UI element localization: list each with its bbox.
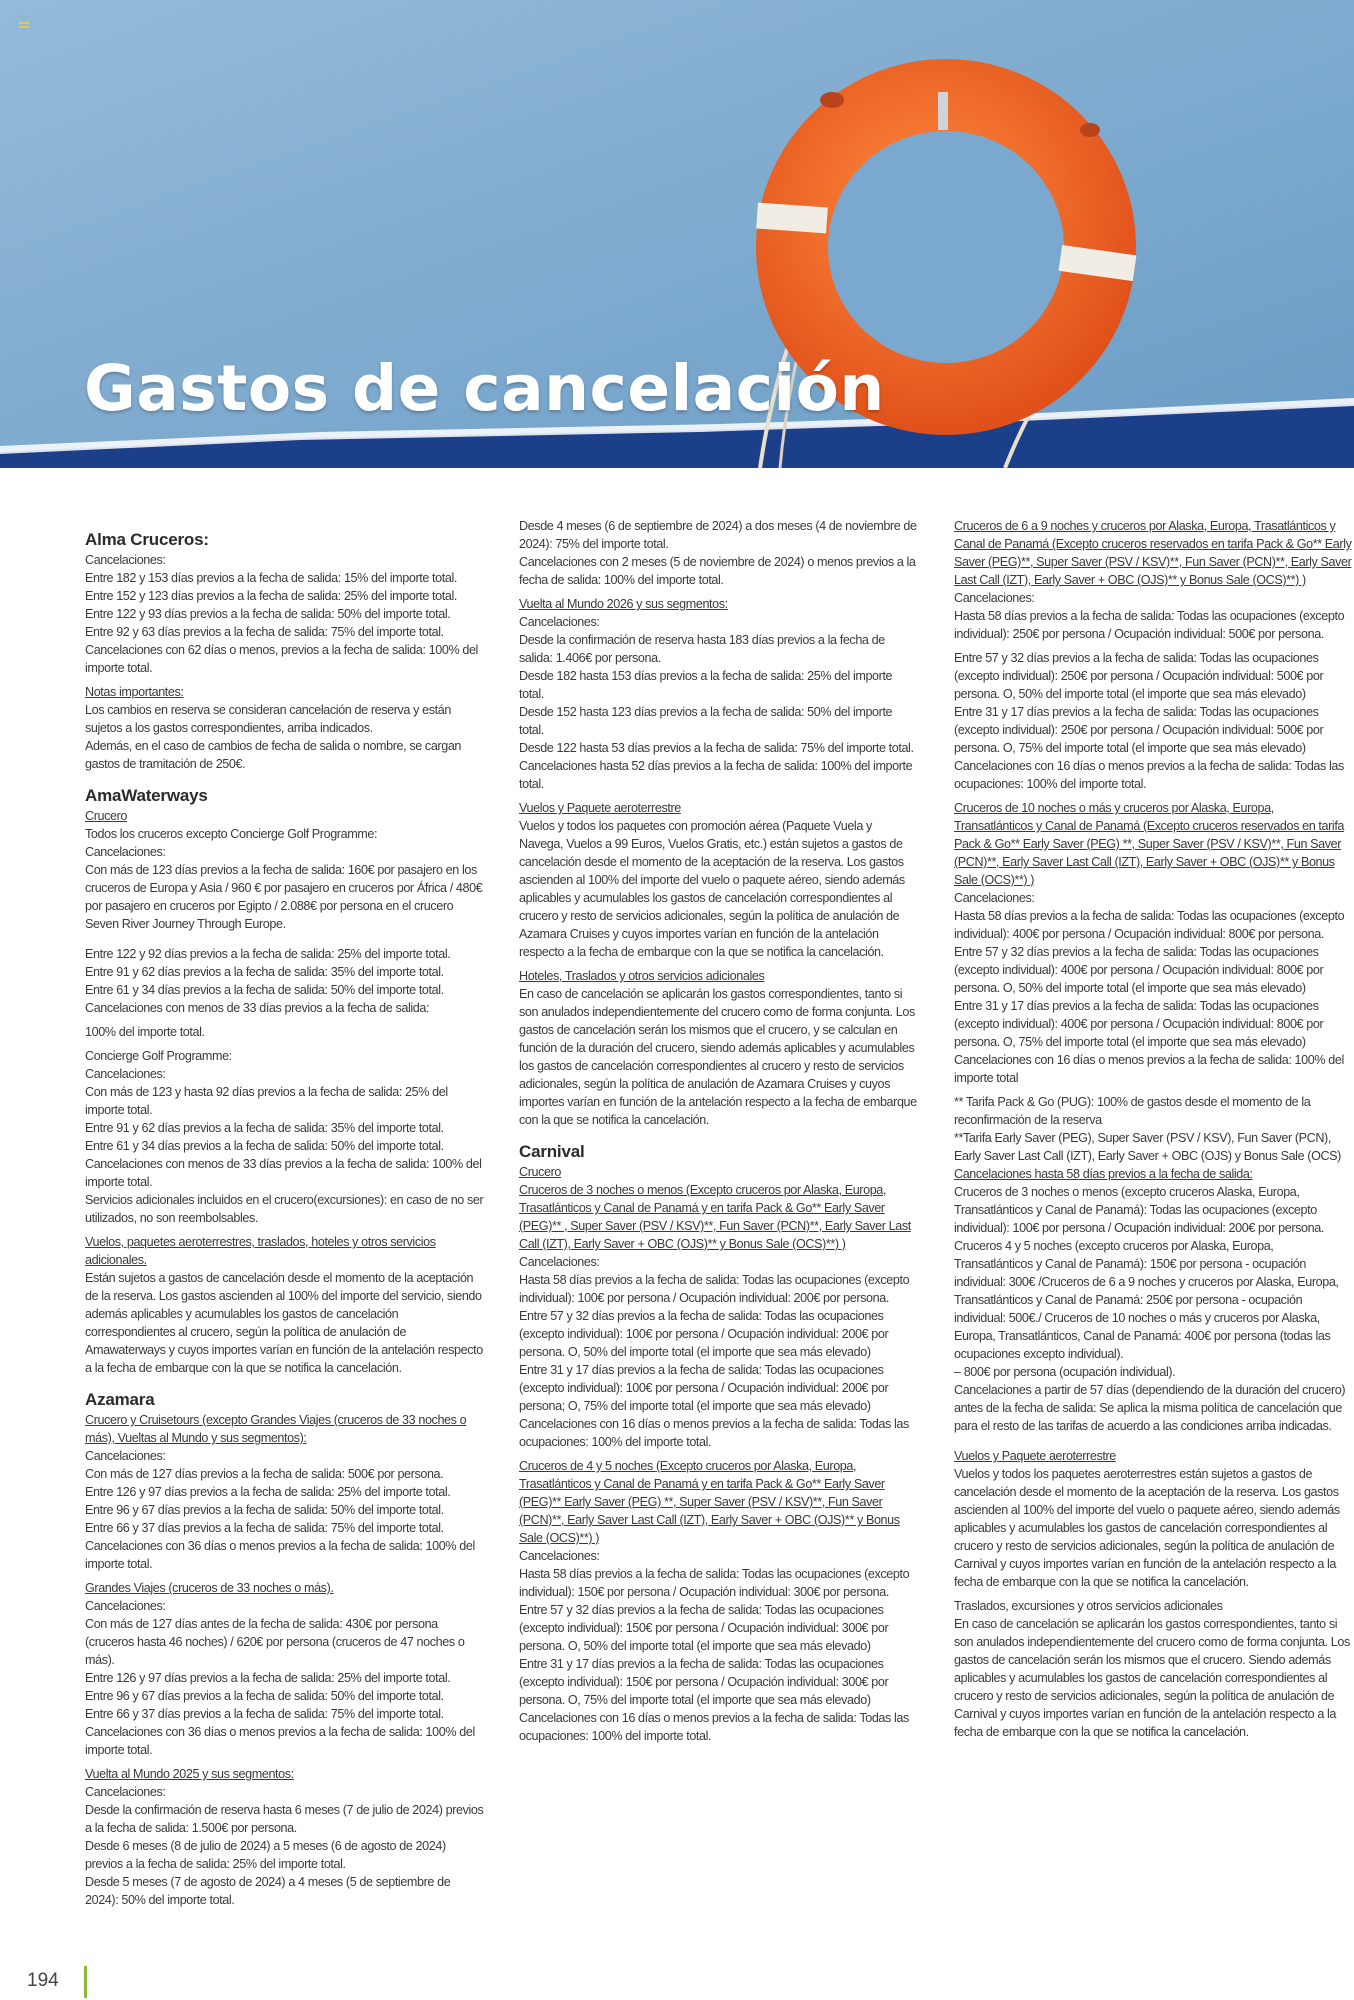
paragraph: Concierge Golf Programme:	[85, 1049, 232, 1063]
paragraph: Cancelaciones con 16 días o menos previos a la fecha de salida: 100% del importe total	[954, 1053, 1344, 1085]
subheading: Vuelta al Mundo 2025 y sus segmentos:	[85, 1767, 294, 1781]
subheading: Cruceros de 10 noches o más y cruceros por Alaska, Europa, Transatlánticos y Canal de Panamá (Excepto cruceros reservados en tarifa Pack & Go** Early Saver (PEG) **, Super Saver (PSV / KSV)**, Fun Saver (PCN)**, Early Saver Last Call (IZT), Early Saver + OBC (OJS)** y Bonus Sale (OCS)**) )	[954, 801, 1345, 887]
paragraph: ** Tarifa Pack & Go (PUG): 100% de gastos desde el momento de la reconfirmación de la reserva	[954, 1095, 1311, 1127]
paragraph: Entre 57 y 32 días previos a la fecha de salida: Todas las ocupaciones (excepto individual): 100€ por persona / Ocupación individual: 200€ por persona. O, 50% del importe total (el importe que sea más elevado)	[519, 1309, 889, 1359]
subheading: Hoteles, Traslados y otros servicios adicionales	[519, 969, 765, 983]
text-column-3	[954, 517, 1354, 1741]
subheading: Cruceros de 4 y 5 noches (Excepto cruceros por Alaska, Europa, Trasatlánticos y Canal de Panamá y en tarifa Pack & Go** Early Saver (PEG)** Early Saver (PEG) **, Super Saver (PSV / KSV)**, Fun Saver (PCN)**, Early Saver Last Call (IZT), Early Saver + OBC (OJS)** y Bonus Sale (OCS)**) )	[519, 1459, 900, 1545]
paragraph: Entre 91 y 62 días previos a la fecha de salida: 35% del importe total.	[85, 965, 444, 979]
paragraph: Cancelaciones:	[85, 553, 166, 567]
paragraph: Desde 152 hasta 123 días previos a la fecha de salida: 50% del importe total.	[519, 705, 893, 737]
paragraph: Cancelaciones con 16 días o menos previos a la fecha de salida: Todas las ocupaciones: 100% del importe total.	[519, 1711, 909, 1743]
subheading: Crucero	[85, 809, 127, 823]
paragraph: Cancelaciones con 36 días o menos previos a la fecha de salida: 100% del importe total.	[85, 1539, 475, 1571]
paragraph: Cancelaciones:	[85, 1599, 166, 1613]
paragraph: Entre 57 y 32 días previos a la fecha de salida: Todas las ocupaciones (excepto individual): 250€ por persona / Ocupación individual: 500€ por persona. O, 50% del importe total (el importe que sea más elevado)	[954, 651, 1324, 701]
paragraph: Además, en el caso de cambios de fecha de salida o nombre, se cargan gastos de tramitación de 250€.	[85, 739, 462, 771]
paragraph: Entre 31 y 17 días previos a la fecha de salida: Todas las ocupaciones (excepto individual): 400€ por persona / Ocupación individual: 800€ por persona. O, 75% del importe total (el importe que sea más elevado)	[954, 999, 1324, 1049]
paragraph: Entre 31 y 17 días previos a la fecha de salida: Todas las ocupaciones (excepto individual): 150€ por persona / Ocupación individual: 300€ por persona. O, 75% del importe total (el importe que sea más elevado)	[519, 1657, 889, 1707]
paragraph: Servicios adicionales incluidos en el crucero(excursiones): en caso de no ser utilizados, no son reembolsables.	[85, 1193, 484, 1225]
paragraph: Cancelaciones con menos de 33 días previos a la fecha de salida:	[85, 1001, 430, 1015]
subheading: Notas importantes:	[85, 685, 184, 699]
paragraph: Hasta 58 días previos a la fecha de salida: Todas las ocupaciones (excepto individual): 400€ por persona / Ocupación individual: 800€ por persona.	[954, 909, 1345, 941]
paragraph: Entre 126 y 97 días previos a la fecha de salida: 25% del importe total.	[85, 1485, 451, 1499]
paragraph: Entre 31 y 17 días previos a la fecha de salida: Todas las ocupaciones (excepto individual): 100€ por persona / Ocupación individual: 200€ por persona; O, 75% del importe total (el importe que sea más elevado)	[519, 1363, 889, 1413]
paragraph: Los cambios en reserva se consideran cancelación de reserva y están sujetos a los gastos correspondientes, arriba indicados.	[85, 703, 451, 735]
paragraph: Están sujetos a gastos de cancelación desde el momento de la aceptación de la reserva. Los gastos ascienden al 100% del importe del servicio, siendo además aplicables y acumulables los gastos de cancelación correspondientes al crucero, según la política de anulación de Amawaterways y cuyos importes varían en función de la antelación respecto a la fecha de embarque con la que se notifica la cancelación.	[85, 1271, 483, 1375]
paragraph: Cancelaciones con 16 días o menos previos a la fecha de salida: Todas las ocupaciones: 100% del importe total.	[519, 1417, 909, 1449]
paragraph: Desde 6 meses (8 de julio de 2024) a 5 meses (6 de agosto de 2024) previos a la fecha de salida: 25% del importe total.	[85, 1839, 446, 1871]
section-heading: Carnival	[519, 1142, 585, 1161]
text-column-2	[519, 517, 919, 1745]
paragraph: Vuelos y todos los paquetes aeroterrestres están sujetos a gastos de cancelación desde el momento de la aceptación de la reserva. Los gastos ascienden al 100% del importe del vuelo o paquete aéreo, siendo además aplicables y acumulables los gastos de cancelación correspondientes al crucero y resto de servicios adicionales, según la política de anulación de Carnival y cuyos importes varían en función de la antelación respecto a la fecha de embarque con la que se notifica la cancelación.	[954, 1467, 1340, 1589]
paragraph: Desde 5 meses (7 de agosto de 2024) a 4 meses (5 de septiembre de 2024): 50% del importe total.	[85, 1875, 451, 1907]
paragraph: Entre 96 y 67 días previos a la fecha de salida: 50% del importe total.	[85, 1503, 444, 1517]
paragraph: Cruceros de 3 noches o menos (excepto cruceros Alaska, Europa, Transatlánticos y Canal de Panamá): Todas las ocupaciones (excepto individual): 100€ por persona / Ocupación individual: 200€ por persona. Cruceros 4 y 5 noches (excepto cruceros por Alaska, Europa, Transatlánticos y Canal de Panamá): 150€ por persona - ocupación individual: 300€ /Cruceros de 6 a 9 noches y cruceros por Alaska, Europa, Transatlánticos y Canal de Panamá: 250€ por persona - ocupación individual: 500€./ Cruceros de 10 noches o más y cruceros por Alaska, Europa, Transatlánticos, Canal de Panamá: 400€ por persona (todas las ocupaciones excepto individual).	[954, 1185, 1339, 1361]
paragraph: Con más de 123 y hasta 92 días previos a la fecha de salida: 25% del importe total.	[85, 1085, 448, 1117]
paragraph: Desde 122 hasta 53 días previos a la fecha de salida: 75% del importe total.	[519, 741, 914, 755]
paragraph: Entre 92 y 63 días previos a la fecha de salida: 75% del importe total.	[85, 625, 444, 639]
paragraph: Entre 126 y 97 días previos a la fecha de salida: 25% del importe total.	[85, 1671, 451, 1685]
subheading: Vuelta al Mundo 2026 y sus segmentos:	[519, 597, 728, 611]
subheading: Crucero	[519, 1165, 561, 1179]
paragraph: Cancelaciones:	[954, 891, 1035, 905]
paragraph: Cancelaciones:	[519, 615, 600, 629]
paragraph: Entre 152 y 123 días previos a la fecha de salida: 25% del importe total.	[85, 589, 457, 603]
page-number: 194	[27, 1970, 59, 1991]
paragraph: Con más de 123 días previos a la fecha de salida: 160€ por pasajero en los cruceros de Europa y Asia / 960 € por pasajero en cruceros por África / 480€ por pasajero en cruceros por Egipto / 2.088€ por persona en el crucero Seven River Journey Through Europe.	[85, 863, 483, 931]
paragraph: Cancelaciones:	[519, 1255, 600, 1269]
subheading: Vuelos y Paquete aeroterrestre	[954, 1449, 1116, 1463]
section-heading: AmaWaterways	[85, 786, 208, 805]
paragraph: Cancelaciones:	[85, 1067, 166, 1081]
paragraph: Desde la confirmación de reserva hasta 6 meses (7 de julio de 2024) previos a la fecha de salida: 1.500€ por persona.	[85, 1803, 484, 1835]
paragraph: **Tarifa Early Saver (PEG), Super Saver (PSV / KSV), Fun Saver (PCN), Early Saver Last Call (IZT), Early Saver + OBC (OJS) y Bonus Sale (OCS)	[954, 1131, 1341, 1163]
subheading: Vuelos y Paquete aeroterrestre	[519, 801, 681, 815]
hero-banner	[0, 0, 1354, 468]
paragraph: Entre 31 y 17 días previos a la fecha de salida: Todas las ocupaciones (excepto individual): 250€ por persona / Ocupación individual: 500€ por persona. O, 75% del importe total (el importe que sea más elevado)	[954, 705, 1324, 755]
paragraph: Cancelaciones hasta 52 días previos a la fecha de salida: 100% del importe total.	[519, 759, 913, 791]
paragraph: Entre 66 y 37 días previos a la fecha de salida: 75% del importe total.	[85, 1707, 444, 1721]
paragraph: Cancelaciones:	[85, 1785, 166, 1799]
paragraph: Cancelaciones:	[85, 845, 166, 859]
paragraph: Vuelos y todos los paquetes con promoción aérea (Paquete Vuela y Navega, Vuelos a 99 Euros, Vuelos Gratis, etc.) están sujetos a gastos de cancelación desde el momento de la aceptación de la reserva. Los gastos ascienden al 100% del importe del vuelo o paquete aéreo, siendo además aplicables y acumulables los gastos de cancelación correspondientes al crucero y resto de servicios adicionales, según la política de anulación de Azamara Cruises y cuyos importes varían en función de la antelación respecto a la fecha de embarque con la que se notifica la cancelación.	[519, 819, 905, 959]
subheading: Cancelaciones hasta 58 días previos a la fecha de salida:	[954, 1167, 1253, 1181]
paragraph: – 800€ por persona (ocupación individual).	[954, 1365, 1176, 1379]
paragraph: Entre 66 y 37 días previos a la fecha de salida: 75% del importe total.	[85, 1521, 444, 1535]
paragraph: Cancelaciones:	[85, 1449, 166, 1463]
paragraph: Entre 122 y 93 días previos a la fecha de salida: 50% del importe total.	[85, 607, 451, 621]
paragraph: Cancelaciones con 36 días o menos previos a la fecha de salida: 100% del importe total.	[85, 1725, 475, 1757]
paragraph: Desde 182 hasta 153 días previos a la fecha de salida: 25% del importe total.	[519, 669, 893, 701]
paragraph: Desde la confirmación de reserva hasta 183 días previos a la fecha de salida: 1.406€ por persona.	[519, 633, 885, 665]
subheading: Cruceros de 6 a 9 noches y cruceros por Alaska, Europa, Trasatlánticos y Canal de Panamá (Excepto cruceros reservados en tarifa Pack & Go** Early Saver (PEG)**, Super Saver (PSV / KSV)**, Fun Saver (PCN)**, Early Saver Last Call (IZT), Early Saver + OBC (OJS)** y Bonus Sale (OCS)**) )	[954, 519, 1352, 587]
paragraph: Cancelaciones:	[519, 1549, 600, 1563]
paragraph: En caso de cancelación se aplicarán los gastos correspondientes, tanto si son anulados independientemente del crucero como de forma conjunta. Los gastos de cancelación serán los mismos que el crucero. Siendo además aplicables y acumulables los gastos de cancelación correspondientes al crucero y resto de servicios adicionales, según la política de anulación de Carnival y cuyos importes varían en función de la antelación respecto a la fecha de embarque con la que se notifica la cancelación.	[954, 1617, 1350, 1739]
paragraph: Entre 57 y 32 días previos a la fecha de salida: Todas las ocupaciones (excepto individual): 150€ por persona / Ocupación individual: 300€ por persona. O, 50% del importe total (el importe que sea más elevado)	[519, 1603, 889, 1653]
page-number-bar	[84, 1966, 87, 1998]
paragraph: Entre 96 y 67 días previos a la fecha de salida: 50% del importe total.	[85, 1689, 444, 1703]
paragraph: En caso de cancelación se aplicarán los gastos correspondientes, tanto si son anulados independientemente del crucero como de forma conjunta. Los gastos de cancelación serán los mismos que el crucero, y se calculan en función de la duración del crucero, siendo además aplicables y acumulables los gastos de cancelación correspondientes al crucero y resto de servicios adicionales, según la política de anulación de Azamara Cruises y cuyos importes varían en función de la antelación respecto a la fecha de embarque con la que se notifica la cancelación.	[519, 987, 917, 1127]
paragraph: Cancelaciones con menos de 33 días previos a la fecha de salida: 100% del importe total.	[85, 1157, 482, 1189]
section-heading: Alma Cruceros:	[85, 530, 209, 549]
text-column-1	[85, 517, 485, 1909]
paragraph: Con más de 127 días antes de la fecha de salida: 430€ por persona (cruceros hasta 46 noches) / 620€ por persona (cruceros de 47 noches o más).	[85, 1617, 465, 1667]
paragraph: Cancelaciones con 2 meses (5 de noviembre de 2024) o menos previos a la fecha de salida: 100% del importe total.	[519, 555, 916, 587]
subheading: Crucero y Cruisetours (excepto Grandes Viajes (cruceros de 33 noches o más), Vueltas al Mundo y sus segmentos):	[85, 1413, 467, 1445]
subheading: Grandes Viajes (cruceros de 33 noches o más).	[85, 1581, 334, 1595]
paragraph: Hasta 58 días previos a la fecha de salida: Todas las ocupaciones (excepto individual): 150€ por persona / Ocupación individual: 300€ por persona.	[519, 1567, 910, 1599]
section-heading: Azamara	[85, 1390, 155, 1409]
paragraph: 100% del importe total.	[85, 1025, 205, 1039]
paragraph: Cancelaciones:	[954, 591, 1035, 605]
paragraph: Entre 57 y 32 días previos a la fecha de salida: Todas las ocupaciones (excepto individual): 400€ por persona / Ocupación individual: 800€ por persona. O, 50% del importe total (el importe que sea más elevado)	[954, 945, 1324, 995]
subheading: Vuelos, paquetes aeroterrestres, traslados, hoteles y otros servicios adicionales.	[85, 1235, 436, 1267]
paragraph: Entre 182 y 153 días previos a la fecha de salida: 15% del importe total.	[85, 571, 457, 585]
paragraph: Entre 91 y 62 días previos a la fecha de salida: 35% del importe total.	[85, 1121, 444, 1135]
paragraph: Hasta 58 días previos a la fecha de salida: Todas las ocupaciones (excepto individual): 250€ por persona / Ocupación individual: 500€ por persona.	[954, 609, 1345, 641]
paragraph: Entre 61 y 34 días previos a la fecha de salida: 50% del importe total.	[85, 1139, 444, 1153]
paragraph: Cancelaciones con 62 días o menos, previos a la fecha de salida: 100% del importe total.	[85, 643, 478, 675]
paragraph: Entre 122 y 92 días previos a la fecha de salida: 25% del importe total.	[85, 947, 451, 961]
subheading: Cruceros de 3 noches o menos (Excepto cruceros por Alaska, Europa, Trasatlánticos y Canal de Panamá y en tarifa Pack & Go** Early Saver (PEG)** , Super Saver (PSV / KSV)**, Fun Saver (PCN)**, Early Saver Last Call (IZT), Early Saver + OBC (OJS)** y Bonus Sale (OCS)**) )	[519, 1183, 911, 1251]
paragraph: Desde 4 meses (6 de septiembre de 2024) a dos meses (4 de noviembre de 2024): 75% del importe total.	[519, 519, 917, 551]
page-title: Gastos de cancelación	[84, 352, 885, 425]
paragraph: Con más de 127 días previos a la fecha de salida: 500€ por persona.	[85, 1467, 444, 1481]
paragraph: Cancelaciones con 16 días o menos previos a la fecha de salida: Todas las ocupaciones: 100% del importe total.	[954, 759, 1344, 791]
paragraph: Traslados, excursiones y otros servicios adicionales	[954, 1599, 1223, 1613]
paragraph: Todos los cruceros excepto Concierge Golf Programme:	[85, 827, 378, 841]
paragraph: Cancelaciones a partir de 57 días (dependiendo de la duración del crucero) antes de la fecha de salida: Se aplica la misma política de cancelación que para el resto de las tarifas de acuerdo a las condiciones arriba indicadas.	[954, 1383, 1346, 1433]
paragraph: Entre 61 y 34 días previos a la fecha de salida: 50% del importe total.	[85, 983, 444, 997]
paragraph: Hasta 58 días previos a la fecha de salida: Todas las ocupaciones (excepto individual): 100€ por persona / Ocupación individual: 200€ por persona.	[519, 1273, 910, 1305]
menu-icon[interactable]	[19, 22, 29, 30]
